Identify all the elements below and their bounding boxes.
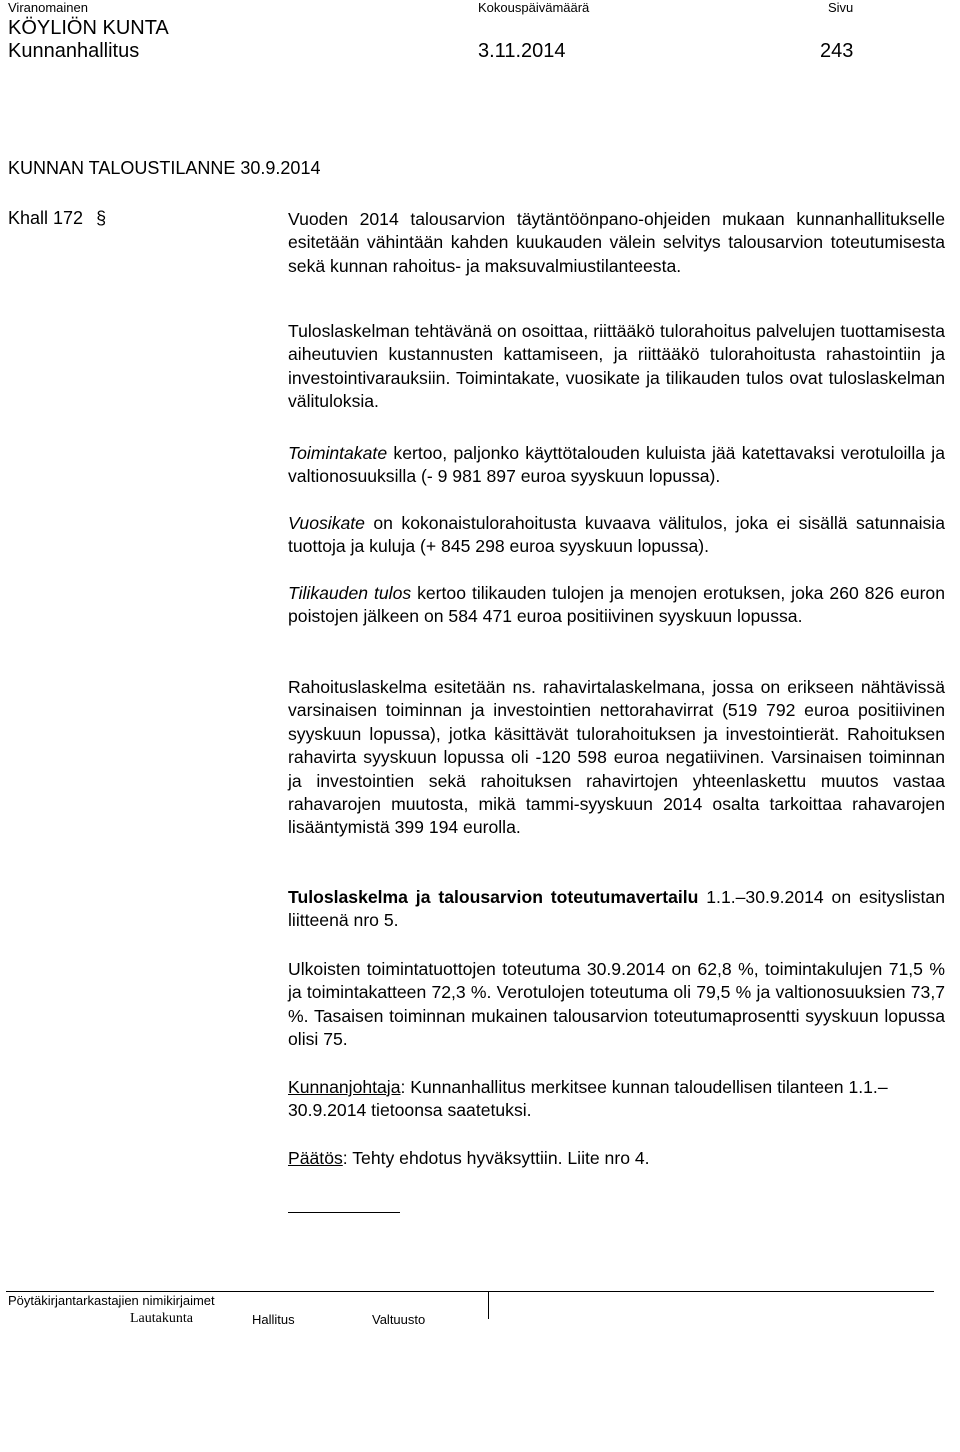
header-label-meeting-date: Kokouspäivämäärä	[478, 0, 590, 15]
header-body: Kunnanhallitus	[8, 40, 140, 62]
paragraph-operating-margin	[288, 442, 945, 489]
annual-margin-text: on kokonaistulorahoitusta kuvaava välitulos, joka ei sisällä satunnaisia tuottoja ja kuluja (+ 845 298 euroa syyskuun lopussa).	[288, 513, 945, 557]
term-period-result: Tilikauden tulos	[288, 583, 412, 603]
proposal-label: Kunnanjohtaja	[288, 1077, 401, 1097]
proposal-text: : Kunnanhallitus merkitsee kunnan taloudellisen tilanteen 1.1.–30.9.2014 tietoonsa saatetuksi.	[288, 1077, 888, 1121]
paragraph-attachment	[288, 886, 945, 933]
decision-text: : Tehty ehdotus hyväksyttiin. Liite nro 4.	[342, 1148, 650, 1168]
paragraph-intro-text: Vuoden 2014 talousarvion täytäntöönpano-ohjeiden mukaan kunnanhallitukselle esitetään vähintään kahden kuukauden välein selvitys talousarvion toteutumisesta sekä kunnan rahoitus- ja maksuvalmiustilanteesta.	[288, 209, 945, 276]
attachment-title: Tuloslaskelma ja talousarvion toteutumavertailu	[288, 887, 699, 907]
header-label-authority: Viranomainen	[8, 0, 88, 15]
operating-margin-text: kertoo, paljonko käyttötalouden kuluista jää katettavaksi verotuloilla ja valtionosuuksilla (- 9 981 897 euroa syyskuun lopussa).	[288, 443, 945, 487]
paragraph-annual-margin	[288, 512, 945, 559]
attachment-text: 1.1.–30.9.2014 on esityslistan liitteenä nro 5.	[288, 887, 945, 931]
footer-col-council: Valtuusto	[372, 1312, 426, 1327]
section-id	[8, 208, 106, 229]
paragraph-intro	[288, 208, 945, 278]
document-title: KUNNAN TALOUSTILANNE 30.9.2014	[8, 158, 321, 178]
footer-top-rule	[6, 1291, 934, 1292]
paragraph-income-statement	[288, 320, 945, 414]
section-number: Khall 172	[8, 208, 84, 228]
header-date: 3.11.2014	[478, 40, 566, 62]
paragraph-income-statement-text: Tuloslaskelman tehtävänä on osoittaa, riittääkö tulorahoitus palvelujen tuottamisesta aiheutuvien kustannusten kattamiseen, ja riittääkö tulorahoitusta rahastointiin ja investointivarauksiin. Toimintakate, vuosikate ja tilikauden tulos ovat tuloslaskelman välituloksia.	[288, 321, 945, 412]
term-operating-margin: Toimintakate	[288, 443, 388, 463]
paragraph-cash-flow	[288, 676, 945, 840]
section-symbol: §	[96, 208, 107, 228]
paragraph-decision	[288, 1147, 945, 1170]
paragraph-proposal	[288, 1076, 945, 1123]
header-organization: KÖYLIÖN KUNTA	[8, 17, 169, 39]
footer-col-government: Hallitus	[252, 1312, 295, 1327]
paragraph-cash-flow-text: Rahoituslaskelma esitetään ns. rahavirtalaskelmana, jossa on erikseen nähtävissä varsinaisen toiminnan ja investointien nettorahavirrat (519 792 euroa positiivinen syyskuun lopussa), jotka käsittävät tulorahoituksen ja investointierät. Rahoituksen rahavirta syyskuun lopussa oli -120 598 euroa negatiivinen. Varsinaisen toiminnan ja investointien sekä rahoituksen rahavirtojen yhteenlaskettu muutos vastaa rahavarojen muutosta, mikä tammi-syyskuun 2014 osalta tarkoittaa rahavarojen lisääntymistä 399 194 eurolla.	[288, 677, 945, 838]
footer-divider	[488, 1291, 489, 1319]
paragraph-realization	[288, 958, 945, 1052]
footer-title: Pöytäkirjantarkastajien nimikirjaimet	[8, 1293, 215, 1308]
paragraph-realization-text: Ulkoisten toimintatuottojen toteutuma 30.9.2014 on 62,8 %, toimintakulujen 71,5 % ja toimintakatteen 72,3 %. Verotulojen toteutuma oli 79,5 % ja valtionosuuksien 73,7 %. Tasaisen toiminnan mukainen talousarvion toteutumaprosentti syyskuun lopussa olisi 75.	[288, 959, 945, 1050]
period-result-text: kertoo tilikauden tulojen ja menojen erotuksen, joka 260 826 euron poistojen jälkeen on 584 471 euroa positiivinen syyskuun lopussa.	[288, 583, 946, 627]
footer-col-board: Lautakunta	[130, 1311, 193, 1326]
end-rule	[288, 1212, 400, 1213]
decision-label: Päätös	[288, 1148, 343, 1168]
paragraph-period-result	[288, 582, 945, 629]
term-annual-margin: Vuosikate	[288, 513, 365, 533]
header-label-page: Sivu	[828, 0, 854, 15]
header-page-number: 243	[820, 40, 854, 62]
